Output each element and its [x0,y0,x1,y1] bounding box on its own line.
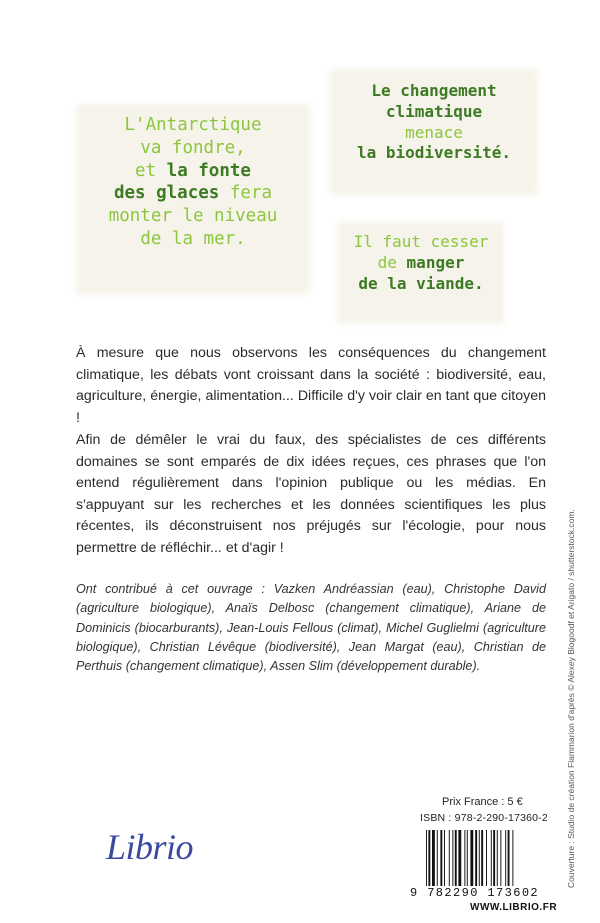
note-line [80,137,306,160]
note-line [334,123,534,144]
note-text: L'Antarctique [124,115,262,135]
sticky-note-antarctic [80,108,306,290]
barcode-icon [424,830,542,886]
note-line [80,114,306,137]
note-line [80,205,306,228]
note-line [334,102,534,123]
note-text: la biodiversité. [356,143,512,163]
body-paragraph-1: À mesure que nous observons les conséquences du changement climatique, les débats vont croissant dans la société : biodiversité, eau, agriculture, énergie, alimentation... Difficile d'y voir clair en tant que citoyen ! [76,345,546,426]
note-text: monter le niveau [108,206,278,226]
note-line [334,81,534,102]
librio-logo: Librio [106,827,194,867]
note-line [334,143,534,164]
note-line [342,274,500,295]
barcode-digits: 9 782290 173602 [410,886,540,900]
note-text: manger [406,252,465,272]
note-text: la fonte [166,160,251,181]
note-text: menace [405,122,463,142]
price-label: Prix France : 5 € [442,796,523,808]
note-text: Le changement [371,81,497,100]
note-text: de [377,252,407,272]
note-text: et [135,160,167,181]
body-paragraph-2: Afin de démêler le vrai du faux, des spécialistes de ces différents domaines se sont emparés de dix idées reçues, ces phrases que l'on entend régulièrement dans l'opinion publique ou les médias. En s'appuyant sur les recherches et les données scientifiques les plus récentes, ils déconstruisent nos préjugés sur l'écologie, pour nous permettre de réfléchir... et d'agir ! [76,432,546,556]
note-text: fera [229,183,273,204]
isbn-label: ISBN : 978-2-290-17360-2 [420,812,548,824]
cover-credit: Couverture : Studio de création Flammarion d'après © Alexey Blogoodf et Arigato / shutterstock.com. [566,509,576,888]
note-text: va fondre, [140,137,246,158]
note-text: de la mer. [140,228,246,249]
sticky-note-meat [342,226,500,320]
note-line [342,232,500,253]
note-text: de la viande. [358,273,484,293]
website-link: WWW.LIBRIO.FR [470,902,558,913]
note-text: Il faut cesser [353,232,489,251]
note-text: des glaces [113,183,230,204]
note-line [342,253,500,274]
contributors-list: Ont contribué à cet ouvrage : Vazken Andréassian (eau), Christophe David (agriculture biologique), Anaïs Delbosc (changement climatique), Ariane de Dominicis (biocarburants), Jean-Louis Fellous (climat), Michel Guglielmi (agriculture biologique), Christian Lévêque (biodiversité), Jean Margat (eau), Christian de Perthuis (changement climatique), Assen Slim (développement durable). [76,582,546,674]
sticky-note-climate [334,73,534,191]
note-text: climatique [385,101,483,121]
note-line [80,182,306,205]
note-line [80,228,306,251]
note-line [80,160,306,183]
